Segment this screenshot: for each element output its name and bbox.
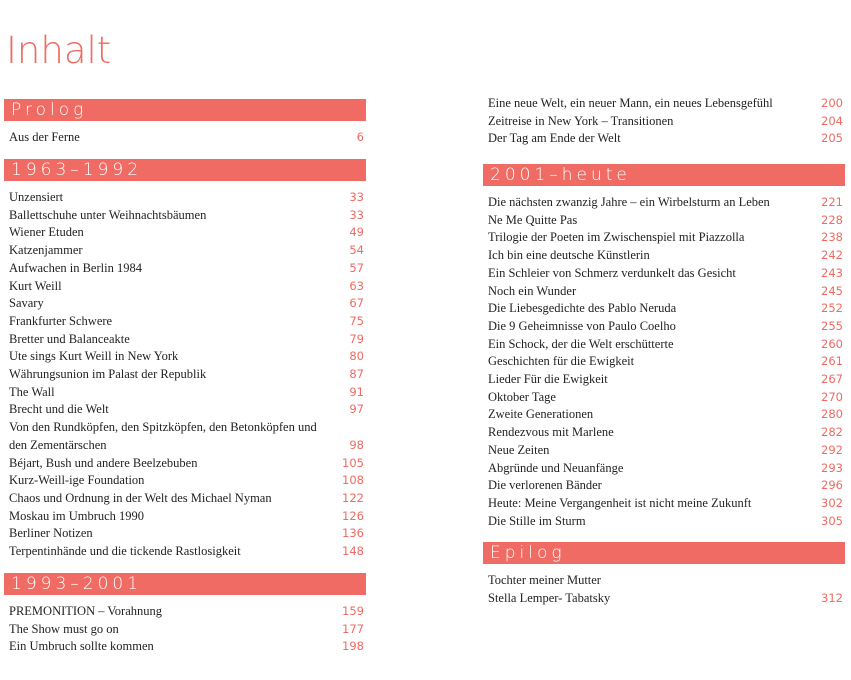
entry-page-number: 292	[821, 442, 843, 457]
entry-title: PREMONITION – Vorahnung	[9, 604, 163, 618]
entry-page-number: 6	[356, 130, 364, 144]
entry-page-number: 57	[349, 260, 364, 275]
entry-page-number: 148	[342, 544, 364, 559]
section-header: Epilog	[483, 542, 845, 564]
entry-title: Geschichten für die Ewigkeit	[488, 354, 635, 369]
page-title: Inhalt	[6, 29, 112, 72]
entry-page-number: 228	[821, 212, 843, 227]
section-header: 2001–heute	[483, 164, 845, 186]
toc-entry	[483, 442, 845, 460]
entry-page-number: 243	[821, 265, 843, 280]
entry-page-number: 126	[342, 508, 364, 523]
entry-page-number: 67	[349, 296, 364, 311]
entry-title: Ich bin eine deutsche Künstlerin	[488, 248, 650, 263]
entry-page-number: 79	[349, 331, 364, 346]
toc-entry	[4, 278, 366, 296]
entry-list	[483, 194, 845, 530]
entry-page-number: 54	[349, 243, 364, 258]
entry-list	[483, 95, 845, 148]
toc-entry	[483, 336, 845, 354]
entry-page-number: 260	[821, 336, 843, 351]
entry-title: Die nächsten zwanzig Jahre – ein Wirbelsturm an Leben	[488, 195, 770, 209]
toc-entry	[483, 590, 845, 608]
toc-entry	[483, 247, 845, 265]
entry-title: Béjart, Bush und andere Beelzebuben	[9, 455, 198, 470]
entry-page-number: 108	[342, 473, 364, 488]
entry-page-number: 33	[349, 190, 364, 204]
entry-page-number: 282	[821, 425, 843, 440]
entry-title: Ein Schleier von Schmerz verdunkelt das Gesicht	[488, 265, 736, 280]
toc-entry	[483, 318, 845, 336]
toc-entry	[4, 621, 366, 639]
entry-title: Stella Lemper- Tabatsky	[488, 590, 611, 605]
toc-entry	[483, 130, 845, 148]
entry-title: Die Liebesgedichte des Pablo Neruda	[488, 301, 677, 316]
entry-title: Heute: Meine Vergangenheit ist nicht meine Zukunft	[488, 495, 752, 510]
toc-entry	[483, 371, 845, 389]
toc-entry	[483, 406, 845, 424]
entry-title: Tochter meiner Mutter	[488, 573, 601, 587]
entry-title: Oktober Tage	[488, 389, 556, 404]
section-1993-2001	[4, 573, 366, 656]
toc-entry	[483, 265, 845, 283]
entry-title: Trilogie der Poeten im Zwischenspiel mit Piazzolla	[488, 230, 745, 245]
entry-title: Der Tag am Ende der Welt	[488, 131, 621, 146]
entry-title: Lieder Für die Ewigkeit	[488, 372, 608, 387]
entry-title: Die verlorenen Bänder	[488, 478, 602, 493]
toc-entry	[4, 543, 366, 561]
entry-title: Ein Umbruch sollte kommen	[9, 639, 154, 654]
entry-page-number: 305	[821, 513, 843, 528]
toc-entry	[4, 242, 366, 260]
entry-title: Kurz-Weill-ige Foundation	[9, 473, 145, 488]
entry-title: Ute sings Kurt Weill in New York	[9, 349, 179, 364]
entry-page-number: 91	[349, 384, 364, 399]
entry-page-number: 261	[821, 354, 843, 369]
entry-title: Terpentinhände und die tickende Rastlosigkeit	[9, 544, 241, 559]
entry-title: Von den Rundköpfen, den Spitzköpfen, den Betonköpfen und den Zementärschen	[9, 420, 317, 452]
entry-page-number: 245	[821, 283, 843, 298]
entry-page-number: 242	[821, 248, 843, 263]
toc-entry	[4, 348, 366, 366]
toc-entry	[483, 283, 845, 301]
entry-title: Währungsunion im Palast der Republik	[9, 367, 207, 382]
toc-entry	[483, 424, 845, 442]
entry-list	[4, 603, 366, 656]
toc-entry	[4, 490, 366, 508]
entry-title: Unzensiert	[9, 190, 64, 204]
entry-page-number: 221	[821, 195, 843, 209]
section-header: 1963–1992	[4, 159, 366, 181]
entry-list	[4, 189, 366, 561]
entry-page-number: 205	[821, 131, 843, 146]
entry-title: Abgründe und Neuanfänge	[488, 460, 624, 475]
toc-entry	[4, 366, 366, 384]
toc-entry	[483, 389, 845, 407]
section-header: 1993–2001	[4, 573, 366, 595]
entry-title: Zweite Generationen	[488, 407, 594, 422]
entry-page-number: 97	[349, 402, 364, 417]
entry-page-number: 280	[821, 407, 843, 422]
toc-entry	[483, 513, 845, 531]
entry-page-number: 293	[821, 460, 843, 475]
toc-entry	[4, 455, 366, 473]
entry-page-number: 122	[342, 490, 364, 505]
toc-entry	[4, 472, 366, 490]
entry-title: Die 9 Geheimnisse von Paulo Coelho	[488, 318, 676, 333]
toc-entry	[483, 194, 845, 212]
entry-title: Moskau im Umbruch 1990	[9, 508, 145, 523]
entry-title: Savary	[9, 296, 44, 311]
toc-entry	[4, 224, 366, 242]
entry-title: Bretter und Balanceakte	[9, 331, 130, 346]
entry-title: Eine neue Welt, ein neuer Mann, ein neues Lebensgefühl	[488, 96, 773, 110]
entry-title: Ballettschuhe unter Weihnachtsbäumen	[9, 207, 207, 222]
entry-page-number: 33	[349, 207, 364, 222]
entry-page-number: 267	[821, 372, 843, 387]
toc-entry	[483, 95, 845, 113]
entry-page-number: 63	[349, 278, 364, 293]
section-2001-heute	[483, 164, 845, 530]
toc-entry	[483, 113, 845, 131]
entry-title: Ein Schock, der die Welt erschütterte	[488, 336, 674, 351]
toc-entry	[483, 477, 845, 495]
toc-entry	[4, 603, 366, 621]
entry-page-number: 204	[821, 113, 843, 128]
entry-title: Aus der Ferne	[9, 130, 80, 144]
toc-entry	[4, 419, 366, 454]
entry-page-number: 136	[342, 526, 364, 541]
entry-list	[483, 572, 845, 607]
entry-title: Brecht und die Welt	[9, 402, 109, 417]
entry-title: Rendezvous mit Marlene	[488, 425, 614, 440]
entry-title: Noch ein Wunder	[488, 283, 577, 298]
toc-entry	[4, 260, 366, 278]
entry-page-number: 252	[821, 301, 843, 316]
entry-page-number: 49	[349, 225, 364, 240]
entry-title: Zeitreise in New York – Transitionen	[488, 113, 674, 128]
entry-title: Katzenjammer	[9, 243, 83, 258]
toc-entry	[4, 401, 366, 419]
section-epilog	[483, 542, 845, 607]
section-prolog	[4, 99, 366, 147]
entry-title: Die Stille im Sturm	[488, 513, 586, 528]
entry-page-number: 75	[349, 313, 364, 328]
entry-list	[4, 129, 366, 147]
entry-page-number: 198	[342, 639, 364, 654]
entry-page-number: 238	[821, 230, 843, 245]
toc-entry	[483, 572, 845, 590]
entry-title: Neue Zeiten	[488, 442, 550, 457]
section-continued	[483, 95, 845, 148]
section-header: Prolog	[4, 99, 366, 121]
entry-title: Frankfurter Schwere	[9, 313, 113, 328]
entry-page-number: 87	[349, 367, 364, 382]
entry-page-number: 105	[342, 455, 364, 470]
entry-page-number: 177	[342, 621, 364, 636]
entry-page-number: 255	[821, 318, 843, 333]
entry-title: Aufwachen in Berlin 1984	[9, 260, 142, 275]
entry-title: The Wall	[9, 384, 55, 399]
entry-title: Berliner Notizen	[9, 526, 93, 541]
toc-entry	[4, 525, 366, 543]
entry-title: Wiener Etuden	[9, 225, 84, 240]
entry-page-number: 302	[821, 495, 843, 510]
section-1963-1992	[4, 159, 366, 561]
entry-page-number: 312	[821, 590, 843, 605]
entry-title: Ne Me Quitte Pas	[488, 212, 578, 227]
toc-entry	[4, 638, 366, 656]
toc-entry	[4, 129, 366, 147]
toc-entry	[483, 212, 845, 230]
toc-entry	[4, 331, 366, 349]
toc-entry	[4, 207, 366, 225]
entry-title: The Show must go on	[9, 621, 119, 636]
entry-page-number: 270	[821, 389, 843, 404]
toc-entry	[483, 495, 845, 513]
toc-entry	[483, 229, 845, 247]
toc-entry	[4, 313, 366, 331]
toc-entry	[483, 300, 845, 318]
entry-title: Chaos und Ordnung in der Welt des Michael Nyman	[9, 490, 272, 505]
entry-title: Kurt Weill	[9, 278, 62, 293]
toc-entry	[4, 189, 366, 207]
toc-entry	[483, 460, 845, 478]
entry-page-number: 296	[821, 478, 843, 493]
entry-page-number: 200	[821, 96, 843, 110]
toc-entry	[483, 353, 845, 371]
entry-page-number: 80	[349, 349, 364, 364]
toc-entry	[4, 295, 366, 313]
toc-entry	[4, 508, 366, 526]
entry-page-number: 159	[342, 604, 364, 618]
entry-page-number: 98	[349, 437, 364, 452]
toc-entry	[4, 384, 366, 402]
